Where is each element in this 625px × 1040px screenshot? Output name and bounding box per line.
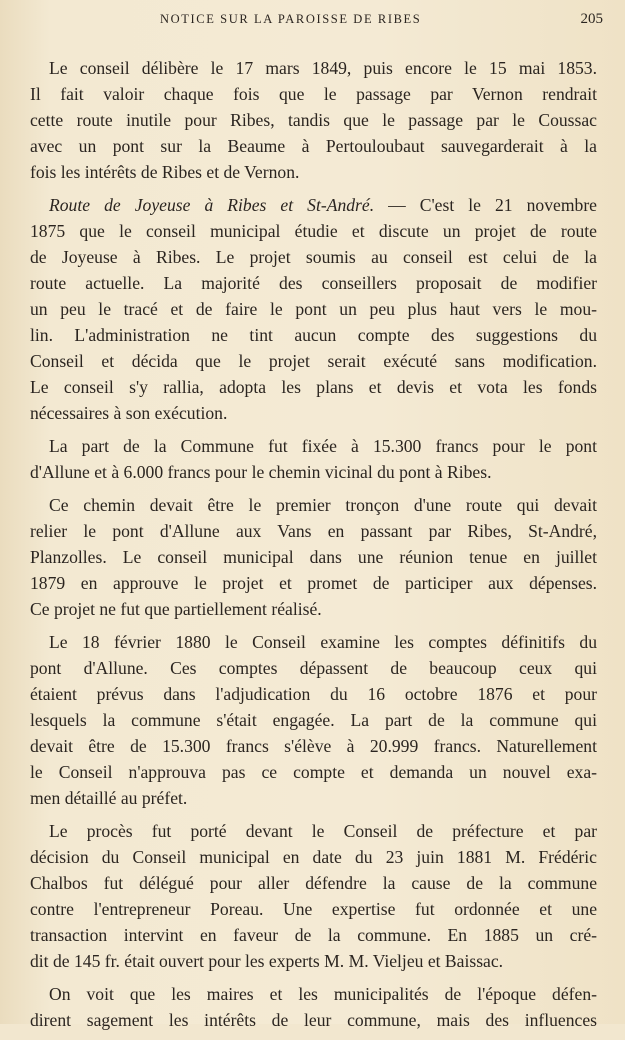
running-title: NOTICE SUR LA PAROISSE DE RIBES	[160, 12, 422, 26]
text-line: nécessaires à son exécution.	[30, 403, 228, 423]
text-line: de Joyeuse à Ribes. Le projet soumis au conseil est celui de la	[30, 247, 597, 267]
section-heading: Route de Joyeuse à Ribes et St-André.	[49, 195, 375, 215]
text-line: Le procès fut porté devant le Conseil de préfecture et par	[49, 821, 597, 841]
text-line: pont d'Allune. Ces comptes dépassent de beaucoup ceux qui	[30, 658, 597, 678]
text-line: relier le pont d'Allune aux Vans en passant par Ribes, St-André,	[30, 521, 597, 541]
text-line: fois les intérêts de Ribes et de Vernon.	[30, 162, 300, 182]
text-line: Le conseil délibère le 17 mars 1849, puis encore le 15 mai 1853.	[49, 58, 597, 78]
text-line: Ce projet ne fut que partiellement réalisé.	[30, 599, 322, 619]
paragraph	[30, 818, 597, 974]
paragraph	[30, 433, 597, 485]
text-line: Le 18 février 1880 le Conseil examine les comptes définitifs du	[49, 632, 597, 652]
text-line: le Conseil n'approuva pas ce compte et demanda un nouvel exa-	[30, 762, 597, 782]
text-line: d'Allune et à 6.000 francs pour le chemin vicinal du pont à Ribes.	[30, 462, 492, 482]
text-line: Planzolles. Le conseil municipal dans une réunion tenue en juillet	[30, 547, 597, 567]
text-line: lin. L'administration ne tint aucun compte des suggestions du	[30, 325, 597, 345]
text-line: 1875 que le conseil municipal étudie et discute un projet de route	[30, 221, 597, 241]
text-line: cette route inutile pour Ribes, tandis que le passage par le Coussac	[30, 110, 597, 130]
text-line: Le conseil s'y rallia, adopta les plans et devis et vota les fonds	[30, 377, 597, 397]
text-line: lesquels la commune s'était engagée. La part de la commune qui	[30, 710, 597, 730]
text-run: — C'est le 21 novembre	[374, 195, 597, 215]
running-head	[30, 10, 603, 34]
page-number: 205	[580, 11, 603, 27]
text-line: Chalbos fut délégué pour aller défendre la cause de la commune	[30, 873, 597, 893]
text-line: devait être de 15.300 francs s'élève à 20.999 francs. Naturellement	[30, 736, 597, 756]
text-line: décision du Conseil municipal en date du 23 juin 1881 M. Frédéric	[30, 847, 597, 867]
text-line: On voit que les maires et les municipalités de l'époque défen-	[49, 984, 597, 1004]
paragraph	[30, 492, 597, 622]
text-line: Il fait valoir chaque fois que le passage par Vernon rendrait	[30, 84, 597, 104]
text-line: avec un pont sur la Beaume à Pertouloubaut sauvegarderait à la	[30, 136, 597, 156]
paragraph	[30, 981, 597, 1033]
text-line: dit de 145 fr. était ouvert pour les experts M. M. Vieljeu et Baissac.	[30, 951, 504, 971]
text-line	[30, 192, 597, 218]
text-line: Conseil et décida que le projet serait exécuté sans modification.	[30, 351, 597, 371]
paragraph	[30, 55, 597, 185]
text-line: route actuelle. La majorité des conseillers proposait de modifier	[30, 273, 597, 293]
text-line: un peu le tracé et de faire le pont un peu plus haut vers le mou-	[30, 299, 597, 319]
text-line: dirent sagement les intérêts de leur commune, mais des influences	[30, 1010, 597, 1030]
text-line: contre l'entrepreneur Poreau. Une expertise fut ordonnée et une	[30, 899, 597, 919]
text-line: transaction intervint en faveur de la commune. En 1885 un cré-	[30, 925, 597, 945]
text-line: 1879 en approuve le projet et promet de participer aux dépenses.	[30, 573, 597, 593]
text-line: men détaillé au préfet.	[30, 788, 188, 808]
paragraph	[30, 192, 597, 426]
text-line: La part de la Commune fut fixée à 15.300 francs pour le pont	[49, 436, 597, 456]
paragraph	[30, 629, 597, 811]
text-line: étaient prévus dans l'adjudication du 16 octobre 1876 et pour	[30, 684, 597, 704]
text-line: Ce chemin devait être le premier tronçon d'une route qui devait	[49, 495, 597, 515]
body-text	[30, 55, 597, 1040]
